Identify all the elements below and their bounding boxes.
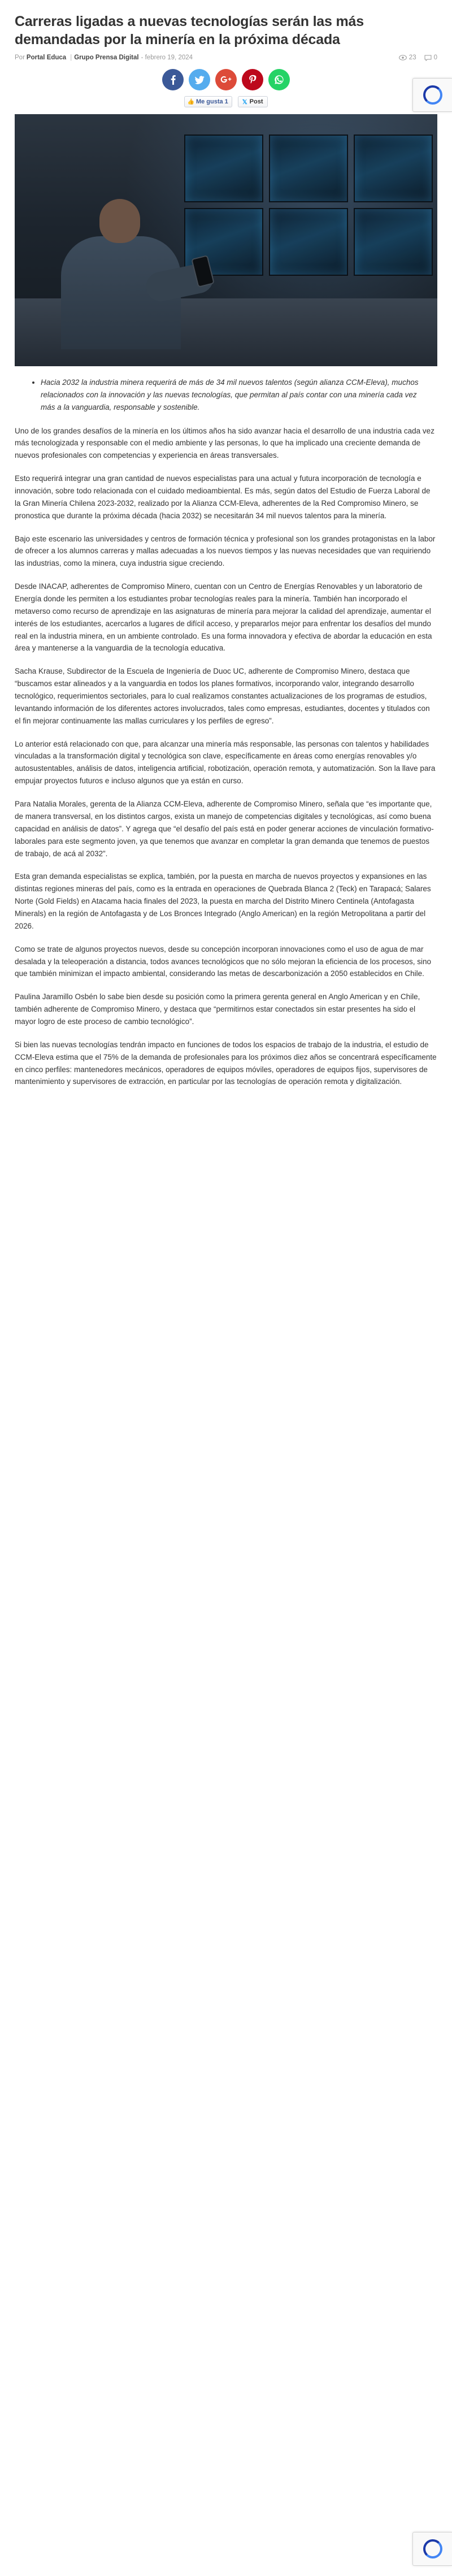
comment-count-value: 0 (433, 54, 437, 61)
twitter-icon (194, 76, 205, 84)
article-paragraph: Como se trate de algunos proyectos nuevos, desde su concepción incorporan innovaciones como el uso de agua de mar desalada y la teleoperación a distancia, todos avances tecnológicos que no sólo mejoran la eficiencia de los procesos, sino que también minimizan el impacto ambiental, considerando las metas de descarbonización a 2050 establecidos en Chile. (15, 944, 431, 978)
share-whatsapp-button[interactable] (268, 69, 290, 90)
comment-count (424, 54, 437, 61)
byline-source-link[interactable]: Grupo Prensa Digital (74, 54, 139, 61)
eye-icon (399, 55, 407, 60)
pinterest-icon (249, 75, 257, 85)
whatsapp-icon (274, 75, 284, 85)
share-pinterest-button[interactable] (242, 69, 263, 90)
byline (15, 54, 437, 61)
recaptcha-icon (423, 85, 442, 105)
article-paragraph: Esta gran demanda especialistas se explica, también, por la puesta en marcha de nuevos proyectos y expansiones en las distintas regiones mineras del país, como es la entrada en operaciones de Quebrada Blanca 2 (Teck) en Tarapacá; Salares Norte (Gold Fields) en Atacama hacia finales del 2023, la puesta en marcha del Distrito Minero Centinela (Antofagasta Minerals) en la región de Antofagasta y de Los Bronces Integrado (Anglo American) en la región Metropolitana a partir del 2026. (15, 872, 431, 930)
facebook-like-label: Me gusta 1 (195, 98, 228, 105)
view-count-value: 23 (408, 54, 416, 61)
article-highlights (15, 376, 437, 414)
byline-by-label: Por (15, 54, 25, 61)
share-google-plus-button[interactable] (215, 69, 237, 90)
article-paragraph: Si bien las nuevas tecnologías tendrán impacto en funciones de todos los espacios de trabajo de la industria, el estudio de CCM-Eleva estima que el 75% de la demanda de profesionales para los próximos diez años se concentrará específicamente en cinco perfiles: mantenedores mecánicos, operadores de equipos móviles, operadores de equipos fijos, supervisores de mantenimiento y supervisores de extracción, en particular por las tecnologías de operación remota y digitalización. (15, 1040, 437, 1086)
byline-author-link[interactable]: Portal Educa (26, 54, 67, 61)
list-item: • Hacia 2032 la industria minera requerirá de más de 34 mil nuevos talentos (según alianza CCM-Eleva), muchos relacionados con la innovación y las nuevas tecnologías, que permitan al país contar con una minería cada vez más a la vanguardia, responsable y sostenible. (41, 376, 437, 414)
article-paragraph: Desde INACAP, adherentes de Compromiso Minero, cuentan con un Centro de Energías Renovables y un laboratorio de Energía donde les permiten a los estudiantes probar tecnologías reales para la minería. También han incorporado el metaverso como recurso de aprendizaje en las asignaturas de minería para mejorar la calidad del aprendizaje, aumentar el interés de los estudiantes, acercarlos a lugares de difícil acceso, y prepararlos mejor para enfrentar los desafíos del mundo real en la industria minera, en un ambiente controlado. Es una forma innovadora y efectiva de abordar la educación en esta área y mantenerse a la vanguardia de la tecnología educativa. (15, 582, 432, 653)
article-paragraph: Para Natalia Morales, gerenta de la Alianza CCM-Eleva, adherente de Compromiso Minero, señala que “es importante que, de manera transversal, en los distintos cargos, exista un manejo de competencias digitales y tecnológicas, así como buena capacidad en análisis de datos”. Y agrega que “el desafío del país está en poder generar acciones de vinculación formativo-laborales para este segmento joven, ya que tenemos que avanzar en completar la gran demanda que tenemos de puestos de trabajo, de acá al 2032”. (15, 800, 434, 858)
monitor (269, 208, 348, 276)
facebook-icon (171, 75, 176, 85)
article-paragraph: Esto requerirá integrar una gran cantidad de nuevos especialistas para una actual y futura incorporación de tecnología e innovación, sobre todo relacionada con el cuidado medioambiental. Es más, según datos del Estudio de Fuerza Laboral de la Gran Minería Chilena 2023-2032, realizado por la Alianza CCM-Eleva, adherentes de la Red Compromiso Minero, se pronostica que durante la próxima década (hacia 2032) se necesitarán 34 mil nuevos talentos para la minería. (15, 474, 431, 520)
recaptcha-icon (423, 2539, 442, 2558)
comment-icon (424, 55, 432, 61)
control-room-monitors (184, 135, 433, 276)
share-buttons-row (15, 96, 437, 107)
article-paragraph: Bajo este escenario las universidades y centros de formación técnica y profesional son los grandes protagonistas en la labor de ofrecer a los alumnos carreras y mallas adecuadas a los nuevos tiempos y las nuevas necesidades que van requiriendo las industrias, como la minera, cuya industria sigue creciendo. (15, 534, 436, 568)
monitor (354, 135, 433, 202)
share-facebook-button[interactable] (162, 69, 184, 90)
monitor (269, 135, 348, 202)
byline-separator: | (70, 54, 72, 61)
twitter-post-button[interactable] (238, 96, 268, 107)
article-paragraph: Uno de los grandes desafíos de la minería en los últimos años ha sido avanzar hacia el desarrollo de una industria cada vez más tecnologizada y responsable con el medio ambiente y las personas, lo que ha implicado una creciente demanda de nuevos profesionales con competencias y experiencia en áreas transversales. (15, 426, 434, 460)
view-count (399, 54, 416, 61)
article-paragraph: Lo anterior está relacionado con que, para alcanzar una minería más responsable, las personas con talentos y habilidades vinculadas a la transformación digital y tecnológica son clave, específicamente en áreas como energías renovables y/o autosustentables, análisis de datos, inteligencia artificial, robotización, operación remota, y automatización. Son la llave para empujar proyectos futuros e incluso algunos que ya están en curso. (15, 739, 436, 786)
monitor (354, 208, 433, 276)
page-title: Carreras ligadas a nuevas tecnologías serán las más demandadas por la minería en la próxima década (15, 14, 364, 47)
article-page (0, 0, 452, 1121)
hero-image (15, 114, 437, 366)
facebook-like-button[interactable] (184, 96, 232, 107)
thumbs-up-icon: 👍 (187, 98, 194, 105)
twitter-post-label: Post (249, 98, 263, 105)
share-twitter-button[interactable] (189, 69, 210, 90)
recaptcha-badge[interactable] (412, 78, 452, 112)
article-paragraph: Paulina Jaramillo Osbén lo sabe bien desde su posición como la primera gerenta general en Anglo American y en Chile, también adherente de Compromiso Minero, y destaca que “permitirnos estar conectados sin estar presentes ha sido el mayor logro de este proceso de cambio tecnológico”. (15, 992, 420, 1026)
byline-date: - febrero 19, 2024 (141, 54, 193, 61)
twitter-bird-icon: 𝕏 (242, 98, 247, 106)
social-share-row (15, 69, 437, 90)
article-paragraph: Sacha Krause, Subdirector de la Escuela de Ingeniería de Duoc UC, adherente de Compromiso Minero, destaca que “buscamos estar alineados y a la vanguardia en todos los planes formativos, incorporando valor, integrando desarrollo tecnológico, requerimientos sectoriales, para lo cual realizamos constantes actualizaciones de los programas de estudios, levantando información de los diferentes actores involucrados, tales como empresas, estudiantes, docentes y titulados con el fin mejorar continuamente las mallas curriculares y los perfiles de egreso”. (15, 667, 430, 725)
google-plus-icon (220, 76, 232, 84)
recaptcha-badge[interactable] (412, 2532, 452, 2566)
monitor (184, 135, 263, 202)
hero-person-head (99, 199, 140, 243)
